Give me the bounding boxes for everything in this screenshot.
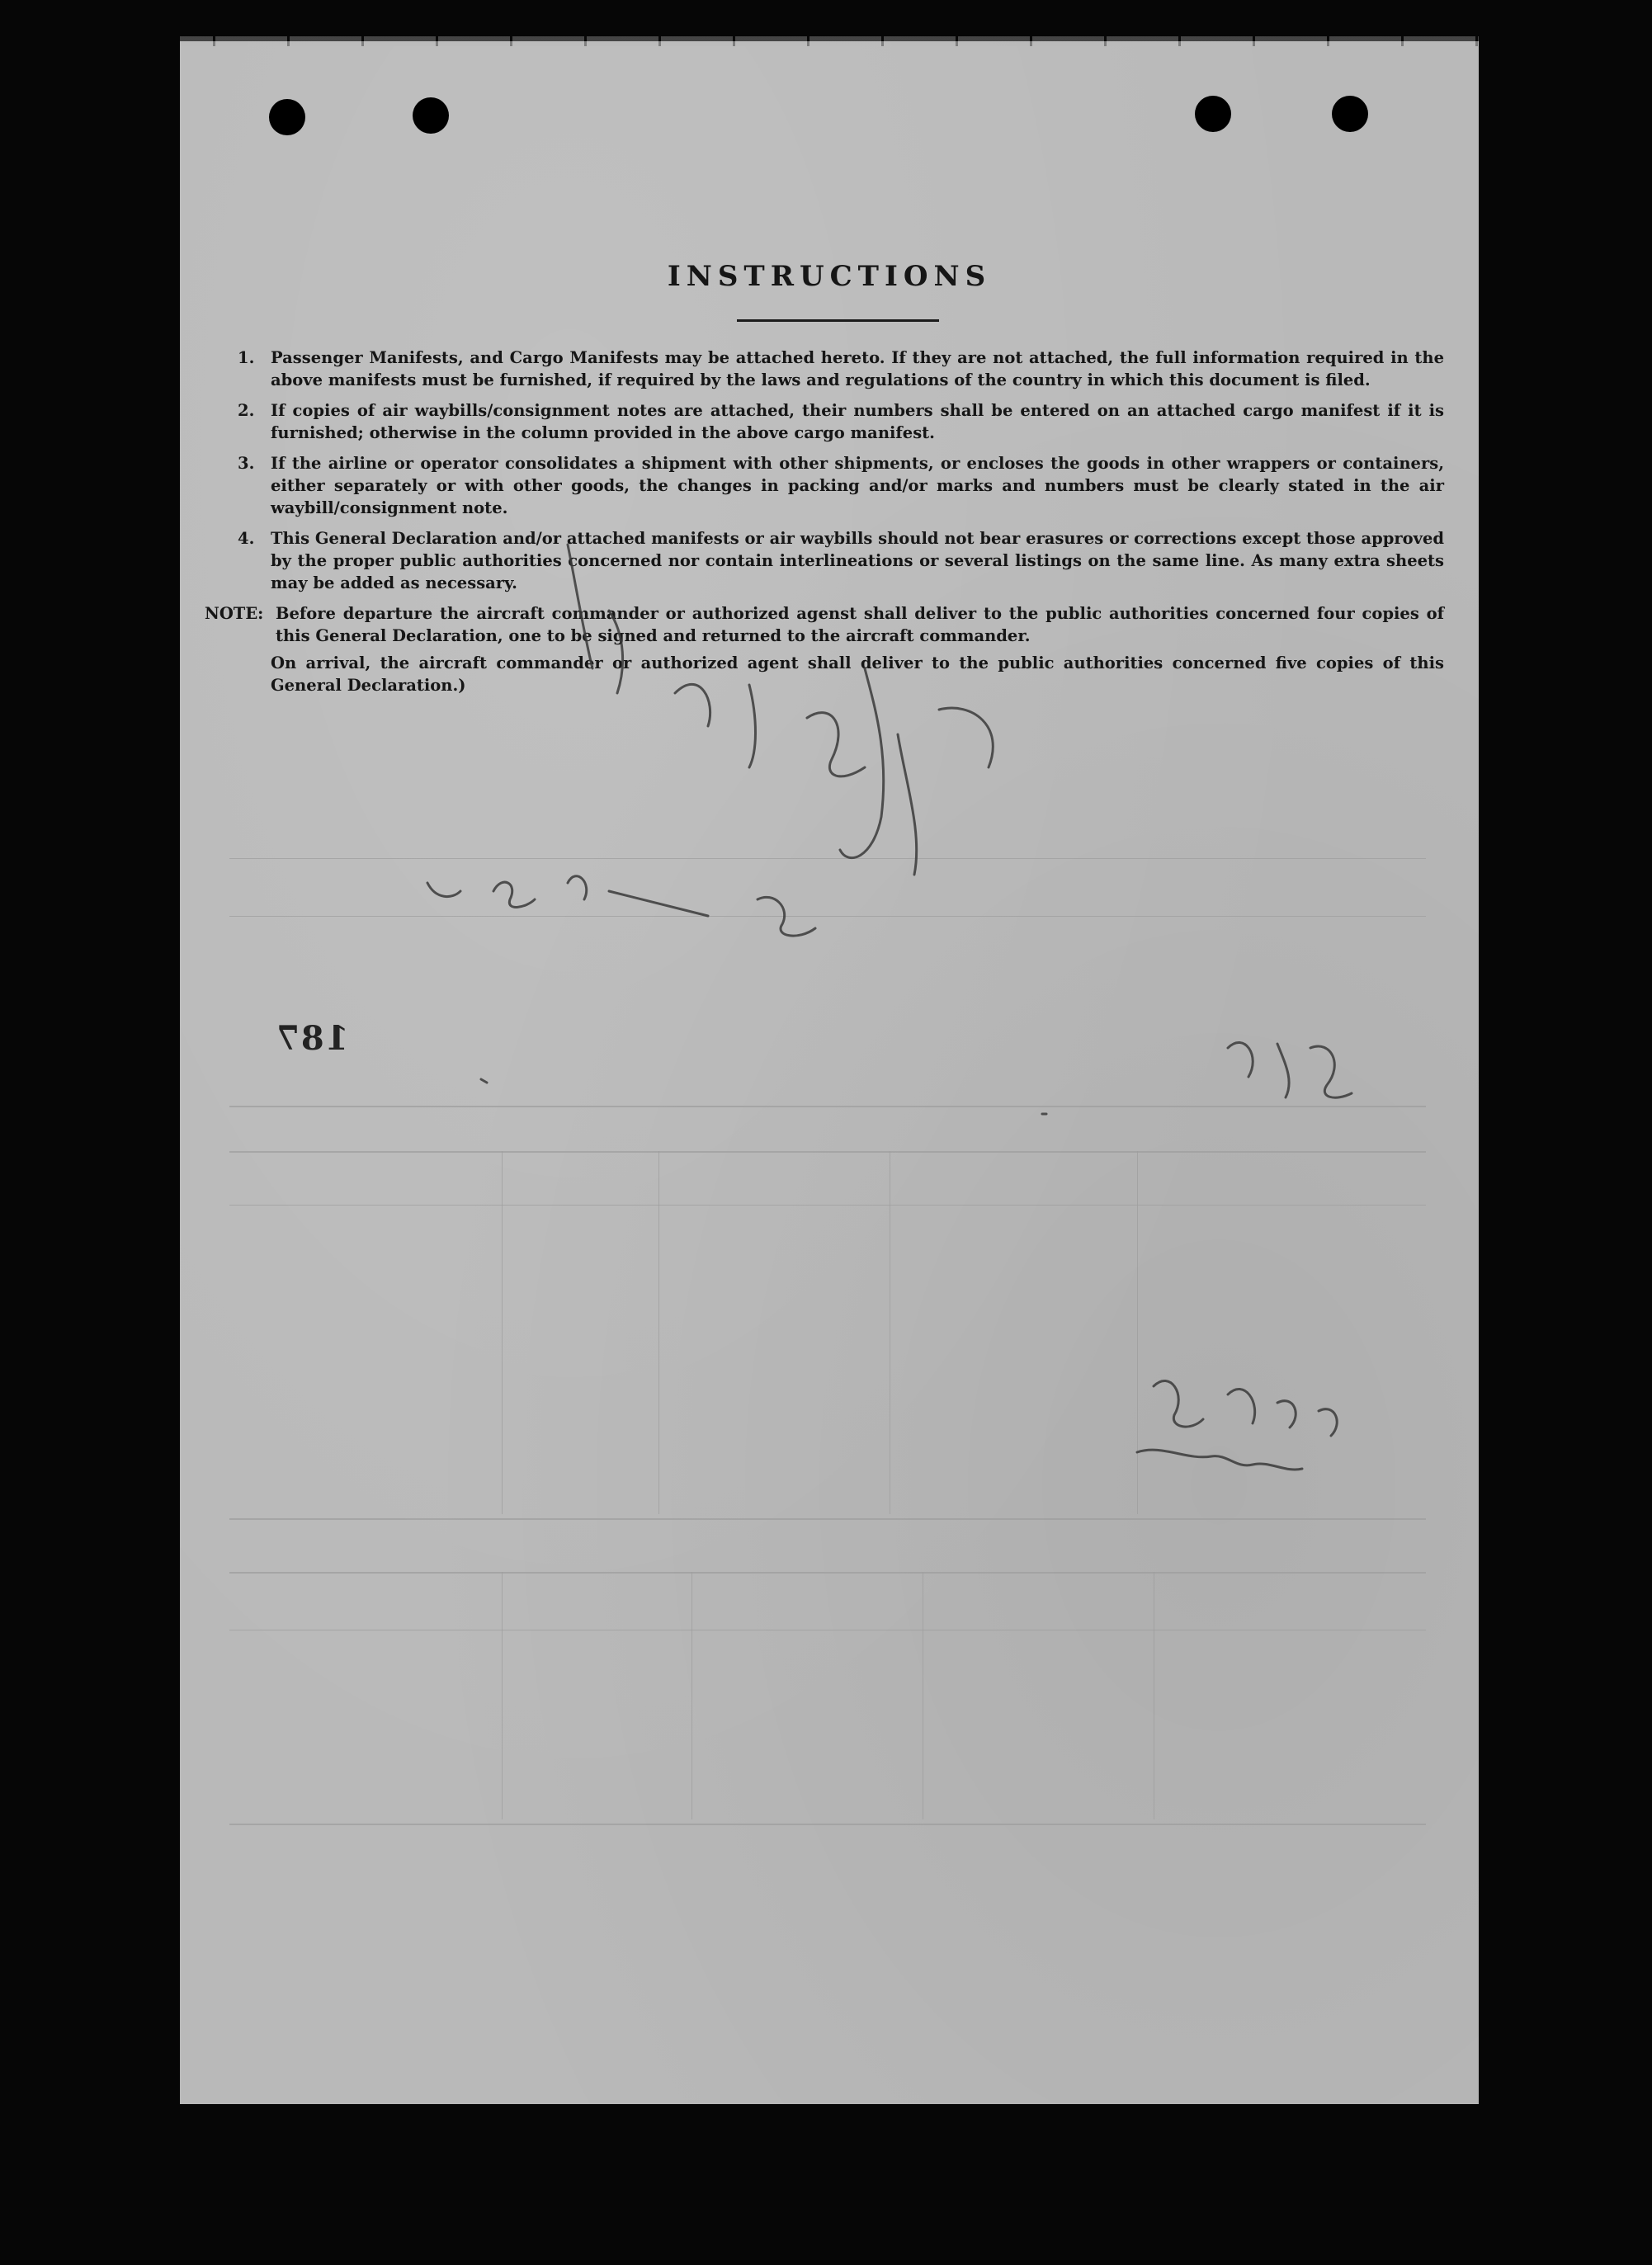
bleed-through-line	[229, 1151, 1426, 1153]
bleed-through-line	[229, 1205, 1426, 1206]
instruction-text: This General Declaration and/or attached manifests or air waybills should not bear erasures or corrections except those approved by the proper public authorities concerned nor contain interlineations or several listings on the same line. As many extra sheets may be added as necessary.	[271, 529, 1444, 592]
instruction-item	[238, 527, 1444, 594]
instructions-list	[205, 347, 1444, 701]
bleed-through-line	[229, 1106, 1426, 1107]
punch-hole	[1195, 96, 1231, 132]
torn-edge	[180, 36, 1479, 46]
note-label: NOTE:	[205, 604, 264, 623]
bleed-through-line	[502, 1572, 503, 1819]
bleed-through-line	[502, 1151, 503, 1514]
bleed-through-line	[658, 1151, 659, 1514]
title-underline	[737, 319, 939, 322]
document-page	[180, 41, 1479, 2104]
bleed-through-line	[229, 916, 1426, 917]
punch-hole	[1332, 96, 1368, 132]
instruction-number: 3.	[238, 454, 255, 473]
instruction-number: 4.	[238, 529, 255, 548]
instruction-number: 2.	[238, 401, 255, 420]
bleed-through-line	[229, 858, 1426, 859]
bleed-through-line	[691, 1572, 692, 1819]
bleed-through-line	[229, 1518, 1426, 1520]
note-paragraph: On arrival, the aircraft commander or authorized agent shall deliver to the public authorities concerned five copies of this General Declaration.)	[271, 654, 1444, 695]
bleed-through-line	[229, 1824, 1426, 1825]
instruction-text: If the airline or operator consolidates a shipment with other shipments, or encloses the goods in other wrappers or containers, either separately or with other goods, the changes in packing and/or marks and numbers must be clearly stated in the air waybill/consignment note.	[271, 454, 1444, 517]
note-paragraph: Before departure the aircraft commander or authorized agenst shall deliver to the public authorities concerned four copies of this General Declaration, one to be signed and returned to the aircraft commander.	[276, 604, 1444, 645]
instruction-item	[238, 452, 1444, 519]
instruction-number: 1.	[238, 348, 255, 367]
note-block	[205, 602, 1444, 696]
instruction-item	[238, 347, 1444, 391]
instruction-text: Passenger Manifests, and Cargo Manifests may be attached hereto. If they are not attached, the full information required in the above manifests must be furnished, if required by the laws and regulations of the country in which this document is filed.	[271, 348, 1444, 389]
punch-hole	[413, 97, 449, 134]
bleed-through-line	[229, 1572, 1426, 1574]
punch-hole	[269, 99, 305, 135]
stamped-number: 187	[275, 1019, 349, 1058]
bleed-through-line	[1137, 1151, 1138, 1514]
instruction-text: If copies of air waybills/consignment notes are attached, their numbers shall be entered on an attached cargo manifest if it is furnished; otherwise in the column provided in the above cargo manifest.	[271, 401, 1444, 442]
instruction-item	[238, 399, 1444, 444]
instructions-title: INSTRUCTIONS	[667, 260, 992, 293]
